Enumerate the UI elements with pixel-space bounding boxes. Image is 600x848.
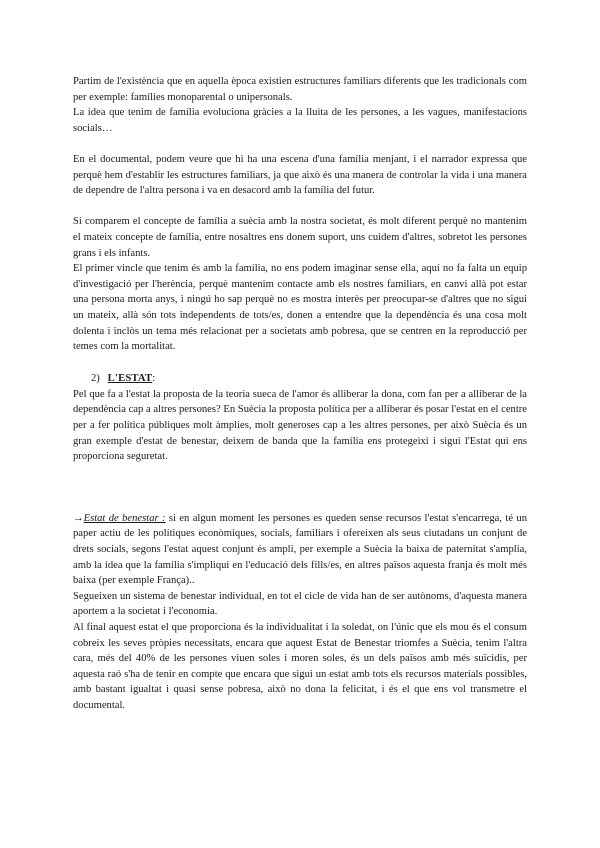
paragraph-sweden-comparison: Si comparem el concepte de família a suècia amb la nostra societat, és molt diferent perquè no mantenim el mateix concepte de família, entre nosaltres ens donem suport, uns cuidem d'altres, sobretot les persones grans i els infants. <box>73 216 527 259</box>
welfare-state-definition: si en algun moment les persones es queden sense recursos l'estat s'encarrega, té un paper actiu de les polítiques econòmiques, socials, familiars i ofereixen als seus ciutadans un conjunt de drets socials, segons l'estat aquest conjunt és ampli, per exemple a Suècia la baixa de paternitat s'amplia, amb la idea que la família s'impliqui en l'educació dels fills/es, en altres països aquesta franja és molt més baixa (per exemple França).. <box>73 512 527 587</box>
paragraph-gap <box>73 355 527 371</box>
paragraph-documentary-scene: En el documental, podem veure que hi ha una escena d'una família menjant, i el narrador expressa que perquè hem d'establir les estructures familiars, ja que això és una manera de controlar la vida i una manera de dependre de l'altra persona i va en desacord amb la família del futur. <box>73 153 527 197</box>
paragraph-first-bond: El primer vincle que tenim és amb la família, no ens podem imaginar sense ella, aquí no fa falta un equip d'investigació per l'herència, perquè mantenim contacte amb els nostres familiars, en canvi allà pot estar una persona morta anys, i ningú ho sap perquè no es mostra interès per preocupar-se d'altres que no sigui un mateix, allà són tots independents de tots/es, donen a entendre que la dependència és una cosa molt dolenta i inclòs un tema més relacionat per a societats amb pobresa, que se centren en la reproducció per temes com la mortalitat. <box>73 263 527 353</box>
paragraph-gap <box>73 199 527 215</box>
paragraph-conclusion: Al final aquest estat el que proporciona és la individualitat i la soledat, on l'únic que els mou és el consum cobreix les seves pròpies necessitats, encara que aquest Estat de Benestar triomfes a Suècia, tenim l'altra cara, més del 40% de les persones viuen soles i moren soles, és un dels països amb més suïcidis, per aquesta raó s'ha de tenir en compte que encara que sigui un estat amb tots els recursos materials possibles, amb bastant igualtat i quasi sense pobresa, això no dona la felicitat, i és el que ens vol transmetre el documental. <box>73 622 527 711</box>
section-title: L'ESTAT <box>107 373 153 385</box>
paragraph-family-structures: Partim de l'existència que en aquella època existien estructures familiars diferents que les tradicionals com per exemple: famílies monoparental o unipersonals. <box>73 76 527 103</box>
section-number: 2) <box>91 373 100 385</box>
paragraph-welfare-state <box>73 511 527 589</box>
arrow-right-icon: → <box>73 512 84 524</box>
paragraph-individual-welfare: Segueixen un sistema de benestar individual, en tot el cicle de vida han de ser autònoms, d'aquesta manera aportem a la societat i l'economia. <box>73 590 527 618</box>
paragraph-gap <box>73 136 527 152</box>
paragraph-family-evolution: La idea que tenim de família evoluciona gràcies a la lluita de les persones, a les vagues, manifestacions socials… <box>73 107 527 134</box>
section-title-colon: : <box>152 373 156 385</box>
paragraph-state-proposal: Pel que fa a l'estat la proposta de la teoria sueca de l'amor és alliberar la dona, com fan per a alliberar de la dependència cap a altres persones? En Suècia la proposta política per a alliberar és posar l'estat en el centre per a fer política públiques molt àmplies, molt generoses cap a les altres persones, per això Suècia és un gran exemple d'estat de benestar, deixem de banda que la família ens protegeixi i sigui l'Estat qui ens proporciona seguretat. <box>73 388 527 463</box>
section-heading-estat <box>73 371 527 387</box>
document-body <box>73 74 527 714</box>
term-welfare-state: Estat de benestar : <box>83 512 166 524</box>
section-gap <box>73 465 527 511</box>
